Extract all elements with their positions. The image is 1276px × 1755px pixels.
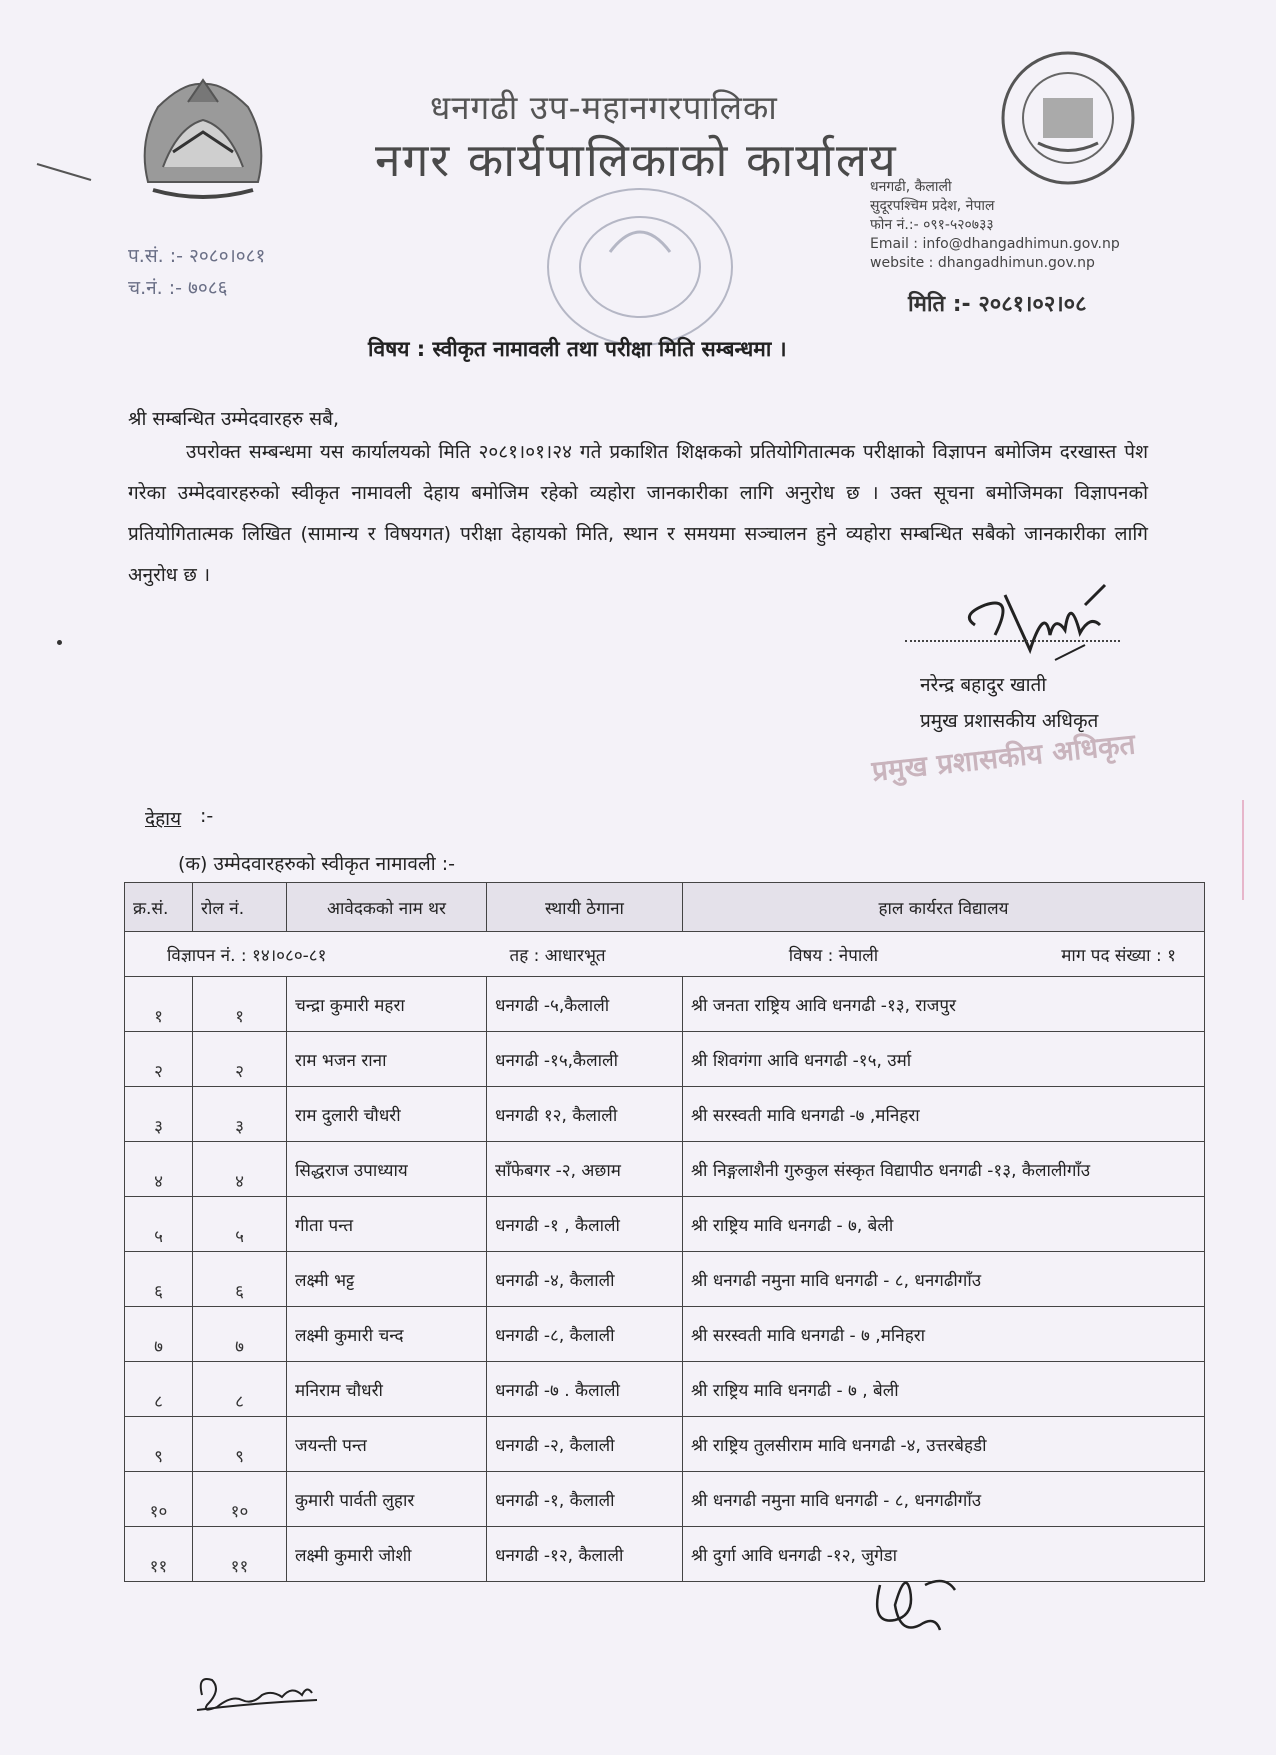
- body-text: उपरोक्त सम्बन्धमा यस कार्यालयको मिति २०८१।०१।२४ गते प्रकाशित शिक्षकको प्रतियोगितात्मक परीक्षाको विज्ञापन बमोजिम दरखास्त पेश गरेका उम्मेदवारहरुको स्वीकृत नामावली देहाय बमोजिम रहेको व्यहोरा जानकारीका लागि अनुरोध छ । उक्त सूचना बमोजिमका विज्ञापनको प्रतियोगितात्मक लिखित (सामान्य र विषयगत) परीक्षा देहायको मिति, स्थान र समयमा सञ्चालन हुने व्यहोरा सम्बन्धित सबैको जानकारीका लागि अनुरोध छ ।: [128, 441, 1148, 586]
- contact-line: सुदूरपश्चिम प्रदेश, नेपाल: [870, 198, 995, 214]
- signatory-name: नरेन्द्र बहादुर खाती: [920, 674, 1047, 696]
- table-row: [125, 1197, 1205, 1252]
- cell-name: लक्ष्मी कुमारी चन्द: [287, 1307, 487, 1362]
- cell-roll: १: [193, 977, 287, 1032]
- cell-name: मनिराम चौधरी: [287, 1362, 487, 1417]
- cell-roll: ६: [193, 1252, 287, 1307]
- cell-name: गीता पन्त: [287, 1197, 487, 1252]
- cell-sn: ६: [125, 1252, 193, 1307]
- contact-email: Email : info@dhangadhimun.gov.np: [870, 236, 1120, 252]
- municipality-seal-icon: [998, 48, 1138, 188]
- cell-sn: ११: [125, 1527, 193, 1582]
- margin-mark: [1242, 800, 1244, 900]
- cell-sn: ४: [125, 1142, 193, 1197]
- letter-date: मिति :- २०८१।०२।०८: [908, 292, 1087, 317]
- table-row: [125, 1307, 1205, 1362]
- list-title: (क) उम्मेदवारहरुको स्वीकृत नामावली :-: [178, 853, 456, 875]
- ad-posts: माग पद संख्या : १: [1061, 945, 1176, 966]
- table-row: [125, 1032, 1205, 1087]
- annex-label: देहाय: [145, 808, 182, 830]
- prepared-by-signature-icon: [192, 1665, 322, 1715]
- header-sn: क्र.सं.: [125, 883, 193, 932]
- cell-school: श्री धनगढी नमुना मावि धनगढी - ८, धनगढीगाँउ: [683, 1252, 1205, 1307]
- cell-roll: ९: [193, 1417, 287, 1472]
- cell-school: श्री जनता राष्ट्रिय आवि धनगढी -१३, राजपुर: [683, 977, 1205, 1032]
- letter-subject: विषय : स्वीकृत नामावली तथा परीक्षा मिति सम्बन्धमा ।: [368, 337, 787, 361]
- signatory-title: प्रमुख प्रशासकीय अधिकृत: [920, 710, 1099, 732]
- table-row: [125, 1087, 1205, 1142]
- table-header-row: [125, 883, 1205, 932]
- cell-school: श्री शिवगंगा आवि धनगढी -१५, उर्मा: [683, 1032, 1205, 1087]
- table-row: [125, 1472, 1205, 1527]
- cell-name: राम दुलारी चौधरी: [287, 1087, 487, 1142]
- cell-school: श्री राष्ट्रिय मावि धनगढी - ७ , बेली: [683, 1362, 1205, 1417]
- candidate-table: [124, 882, 1205, 1582]
- table-row: [125, 1417, 1205, 1472]
- cell-address: धनगढी -४, कैलाली: [487, 1252, 683, 1307]
- cell-address: धनगढी -७ . कैलाली: [487, 1362, 683, 1417]
- cell-address: धनगढी -५,कैलाली: [487, 977, 683, 1032]
- cell-sn: ५: [125, 1197, 193, 1252]
- cell-name: राम भजन राना: [287, 1032, 487, 1087]
- annex-colon: :-: [200, 805, 214, 827]
- cell-address: धनगढी -१२, कैलाली: [487, 1527, 683, 1582]
- cell-name: कुमारी पार्वती लुहार: [287, 1472, 487, 1527]
- contact-website: website : dhangadhimun.gov.np: [870, 255, 1095, 271]
- reference-pa-sa: प.सं. :- २०८०।०८१: [128, 245, 266, 267]
- contact-block: [870, 178, 1120, 273]
- cell-address: साँफेबगर -२, अछाम: [487, 1142, 683, 1197]
- reference-cha-na: च.नं. :- ७०८६: [128, 277, 228, 299]
- table-row: [125, 1362, 1205, 1417]
- cell-school: श्री राष्ट्रिय मावि धनगढी - ७, बेली: [683, 1197, 1205, 1252]
- cell-name: लक्ष्मी कुमारी जोशी: [287, 1527, 487, 1582]
- office-title: नगर कार्यपालिकाको कार्यालय: [375, 133, 898, 187]
- cell-school: श्री राष्ट्रिय तुलसीराम मावि धनगढी -४, उत्तरबेहडी: [683, 1417, 1205, 1472]
- cell-school: श्री निङ्गलाशैनी गुरुकुल संस्कृत विद्यापीठ धनगढी -१३, कैलालीगाँउ: [683, 1142, 1205, 1197]
- ad-info-row: [125, 932, 1205, 977]
- cell-school: श्री दुर्गा आवि धनगढी -१२, जुगेडा: [683, 1527, 1205, 1582]
- cell-roll: ११: [193, 1527, 287, 1582]
- salutation: श्री सम्बन्धित उम्मेदवारहरु सबै,: [128, 408, 340, 430]
- signature-line: [905, 640, 1120, 642]
- stray-dot: [57, 640, 62, 645]
- cell-roll: २: [193, 1032, 287, 1087]
- table-row: [125, 1142, 1205, 1197]
- municipality-name: धनगढी उप-महानगरपालिका: [430, 88, 778, 127]
- cell-sn: ३: [125, 1087, 193, 1142]
- cell-roll: १०: [193, 1472, 287, 1527]
- ad-subject: विषय : नेपाली: [788, 945, 879, 966]
- cell-name: जयन्ती पन्त: [287, 1417, 487, 1472]
- cell-name: लक्ष्मी भट्ट: [287, 1252, 487, 1307]
- signatory-block: [920, 667, 1098, 739]
- contact-line: फोन नं.:- ०९१-५२०७३३: [870, 217, 994, 233]
- cell-school: श्री धनगढी नमुना मावि धनगढी - ८, धनगढीगाँउ: [683, 1472, 1205, 1527]
- cell-sn: १: [125, 977, 193, 1032]
- signature-icon: [955, 565, 1130, 675]
- initial-signature-icon: [865, 1565, 960, 1645]
- cell-name: सिद्धराज उपाध्याय: [287, 1142, 487, 1197]
- header-address: स्थायी ठेगाना: [487, 883, 683, 932]
- table-row: [125, 977, 1205, 1032]
- cell-school: श्री सरस्वती मावि धनगढी -७ ,मनिहरा: [683, 1087, 1205, 1142]
- ad-number: विज्ञापन नं. : १४।०८०-८१: [167, 945, 327, 966]
- cell-address: धनगढी -१ , कैलाली: [487, 1197, 683, 1252]
- cell-address: धनगढी -८, कैलाली: [487, 1307, 683, 1362]
- cell-address: धनगढी -२, कैलाली: [487, 1417, 683, 1472]
- header-roll: रोल नं.: [193, 883, 287, 932]
- cell-roll: ५: [193, 1197, 287, 1252]
- header-name: आवेदकको नाम थर: [287, 883, 487, 932]
- table-row: [125, 1252, 1205, 1307]
- table-row: [125, 1527, 1205, 1582]
- cell-address: धनगढी -१५,कैलाली: [487, 1032, 683, 1087]
- cell-sn: १०: [125, 1472, 193, 1527]
- cell-roll: ७: [193, 1307, 287, 1362]
- office-seal-icon: [540, 182, 740, 352]
- cell-sn: ८: [125, 1362, 193, 1417]
- cell-roll: ८: [193, 1362, 287, 1417]
- header-school: हाल कार्यरत विद्यालय: [683, 883, 1205, 932]
- cell-school: श्री सरस्वती मावि धनगढी - ७ ,मनिहरा: [683, 1307, 1205, 1362]
- cell-sn: २: [125, 1032, 193, 1087]
- cell-roll: ३: [193, 1087, 287, 1142]
- cell-sn: ७: [125, 1307, 193, 1362]
- reference-block: [128, 240, 265, 304]
- cell-name: चन्द्रा कुमारी महरा: [287, 977, 487, 1032]
- cell-roll: ४: [193, 1142, 287, 1197]
- cell-sn: ९: [125, 1417, 193, 1472]
- cell-address: धनगढी १२, कैलाली: [487, 1087, 683, 1142]
- title-stamp: प्रमुख प्रशासकीय अधिकृत: [870, 727, 1137, 788]
- pen-mark-icon: [35, 160, 95, 185]
- cell-address: धनगढी -१, कैलाली: [487, 1472, 683, 1527]
- contact-line: धनगढी, कैलाली: [870, 179, 952, 195]
- nepal-emblem-icon: [128, 72, 278, 207]
- ad-level: तह : आधारभूत: [509, 945, 606, 966]
